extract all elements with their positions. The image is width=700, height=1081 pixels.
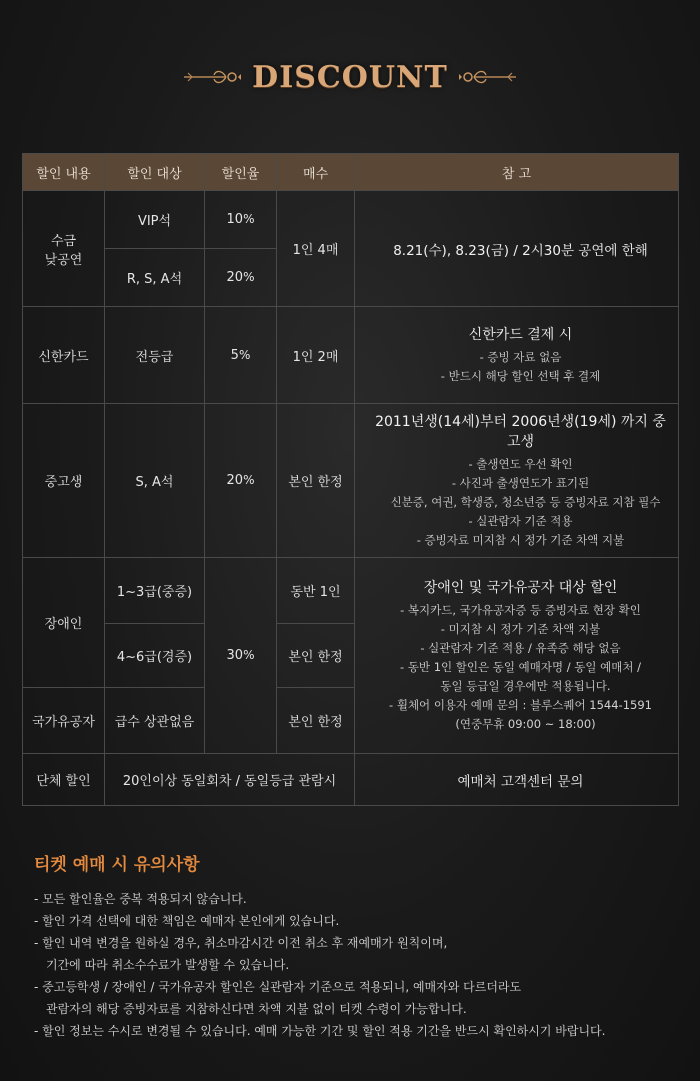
header-quantity: 매수 — [277, 154, 355, 191]
note-line: - 사진과 출생연도가 표기된 — [451, 476, 590, 490]
header-target: 할인 대상 — [105, 154, 205, 191]
note-head: 2011년생(14세)부터 2006년생(19세) 까지 중고생 — [375, 414, 666, 450]
table-row — [23, 754, 679, 806]
target-sa: S, A석 — [105, 404, 205, 558]
row-label-matinee — [23, 191, 105, 307]
qty-matinee: 1인 4매 — [277, 191, 355, 307]
header-discount-type: 할인 내용 — [23, 154, 105, 191]
note-line: - 출생연도 우선 확인 — [468, 457, 573, 471]
target-any-grade: 급수 상관없음 — [105, 688, 205, 754]
note-line: - 실관람자 기준 적용 / 유족증 해당 없음 — [420, 641, 621, 655]
rate-20: 20% — [205, 249, 277, 307]
table-row — [23, 558, 679, 624]
note-text: 8.21(수), 8.23(금) / 2시30분 공연에 한해 — [393, 242, 648, 259]
notice-line: 기간에 따라 취소수수료가 발생할 수 있습니다. — [46, 958, 290, 972]
qty-student: 본인 한정 — [277, 404, 355, 558]
note-line: - 미지참 시 정가 기준 차액 지불 — [440, 622, 601, 636]
qty-companion: 동반 1인 — [277, 558, 355, 624]
notice-line: - 할인 정보는 수시로 변경될 수 있습니다. 예매 가능한 기간 및 할인 적용 기간을 반드시 확인하시기 바랍니다. — [34, 1024, 606, 1038]
note-line: - 휠체어 이용자 예매 문의 : 블루스퀘어 1544-1591 — [389, 698, 652, 712]
row-label-veteran: 국가유공자 — [23, 688, 105, 754]
notice-line: - 중고등학생 / 장애인 / 국가유공자 할인은 실관람자 기준으로 적용되니, 예매자와 다르더라도 — [34, 980, 522, 994]
note-line: 동일 등급일 경우에만 적용됩니다. — [440, 679, 611, 693]
note-head: 신한카드 결제 시 — [468, 327, 573, 343]
qty-self-veteran: 본인 한정 — [277, 688, 355, 754]
target-rsa: R, S, A석 — [105, 249, 205, 307]
notice-line: - 할인 가격 선택에 대한 책임은 예매자 본인에게 있습니다. — [34, 914, 340, 928]
rate-30: 30% — [205, 558, 277, 754]
note-line: 신분증, 여권, 학생증, 청소년증 등 증빙자료 지참 필수 — [390, 495, 661, 509]
qty-self-disabled: 본인 한정 — [277, 624, 355, 688]
notice-section — [34, 850, 674, 1042]
note-text: 예매처 고객센터 문의 — [457, 773, 584, 790]
label-line: 낮공연 — [44, 252, 83, 268]
note-shinhan — [355, 307, 679, 404]
note-line: - 증빙자료 미지참 시 정가 기준 차액 지불 — [416, 533, 625, 547]
row-label-disabled: 장애인 — [23, 558, 105, 688]
rate-10: 10% — [205, 191, 277, 249]
rate-20-student: 20% — [205, 404, 277, 558]
table-row — [23, 191, 679, 249]
note-matinee — [355, 191, 679, 307]
table-row — [23, 404, 679, 558]
note-head: 장애인 및 국가유공자 대상 할인 — [423, 580, 618, 596]
notice-title: 티켓 예매 시 유의사항 — [34, 855, 200, 875]
discount-table — [22, 153, 679, 806]
discount-header — [0, 52, 700, 102]
table-row — [23, 307, 679, 404]
label-line: 수금 — [50, 233, 77, 249]
table-header-row — [23, 154, 679, 191]
note-group — [355, 754, 679, 806]
row-label-shinhan: 신한카드 — [23, 307, 105, 404]
notice-line: - 할인 내역 변경을 원하실 경우, 취소마감시간 이전 취소 후 재예매가 원칙이며, — [34, 936, 448, 950]
right-ornament-icon — [458, 67, 518, 87]
target-all: 전등급 — [105, 307, 205, 404]
note-line: - 반드시 해당 할인 선택 후 결제 — [440, 369, 601, 383]
qty-shinhan: 1인 2매 — [277, 307, 355, 404]
target-group: 20인이상 동일회차 / 동일등급 관람시 — [105, 754, 355, 806]
note-line: (연중무휴 09:00 ~ 18:00) — [455, 717, 596, 731]
target-severe: 1~3급(중증) — [105, 558, 205, 624]
rate-5: 5% — [205, 307, 277, 404]
note-line: - 실관람자 기준 적용 — [468, 514, 573, 528]
note-line: - 증빙 자료 없음 — [479, 350, 562, 364]
left-ornament-icon — [182, 67, 242, 87]
page-title: DISCOUNT — [252, 59, 448, 95]
target-mild: 4~6급(경증) — [105, 624, 205, 688]
target-vip: VIP석 — [105, 191, 205, 249]
note-line: - 동반 1인 할인은 동일 예매자명 / 동일 예매처 / — [400, 660, 641, 674]
row-label-student: 중고생 — [23, 404, 105, 558]
note-student — [355, 404, 679, 558]
notice-line: - 모든 할인율은 중복 적용되지 않습니다. — [34, 892, 247, 906]
note-line: - 복지카드, 국가유공자증 등 증빙자료 현장 확인 — [400, 603, 641, 617]
notice-line: 관람자의 해당 증빙자료를 지참하신다면 차액 지불 없이 티켓 수령이 가능합니다. — [46, 1002, 467, 1016]
row-label-group: 단체 할인 — [23, 754, 105, 806]
header-note: 참 고 — [355, 154, 679, 191]
header-rate: 할인율 — [205, 154, 277, 191]
note-disabled — [355, 558, 679, 754]
